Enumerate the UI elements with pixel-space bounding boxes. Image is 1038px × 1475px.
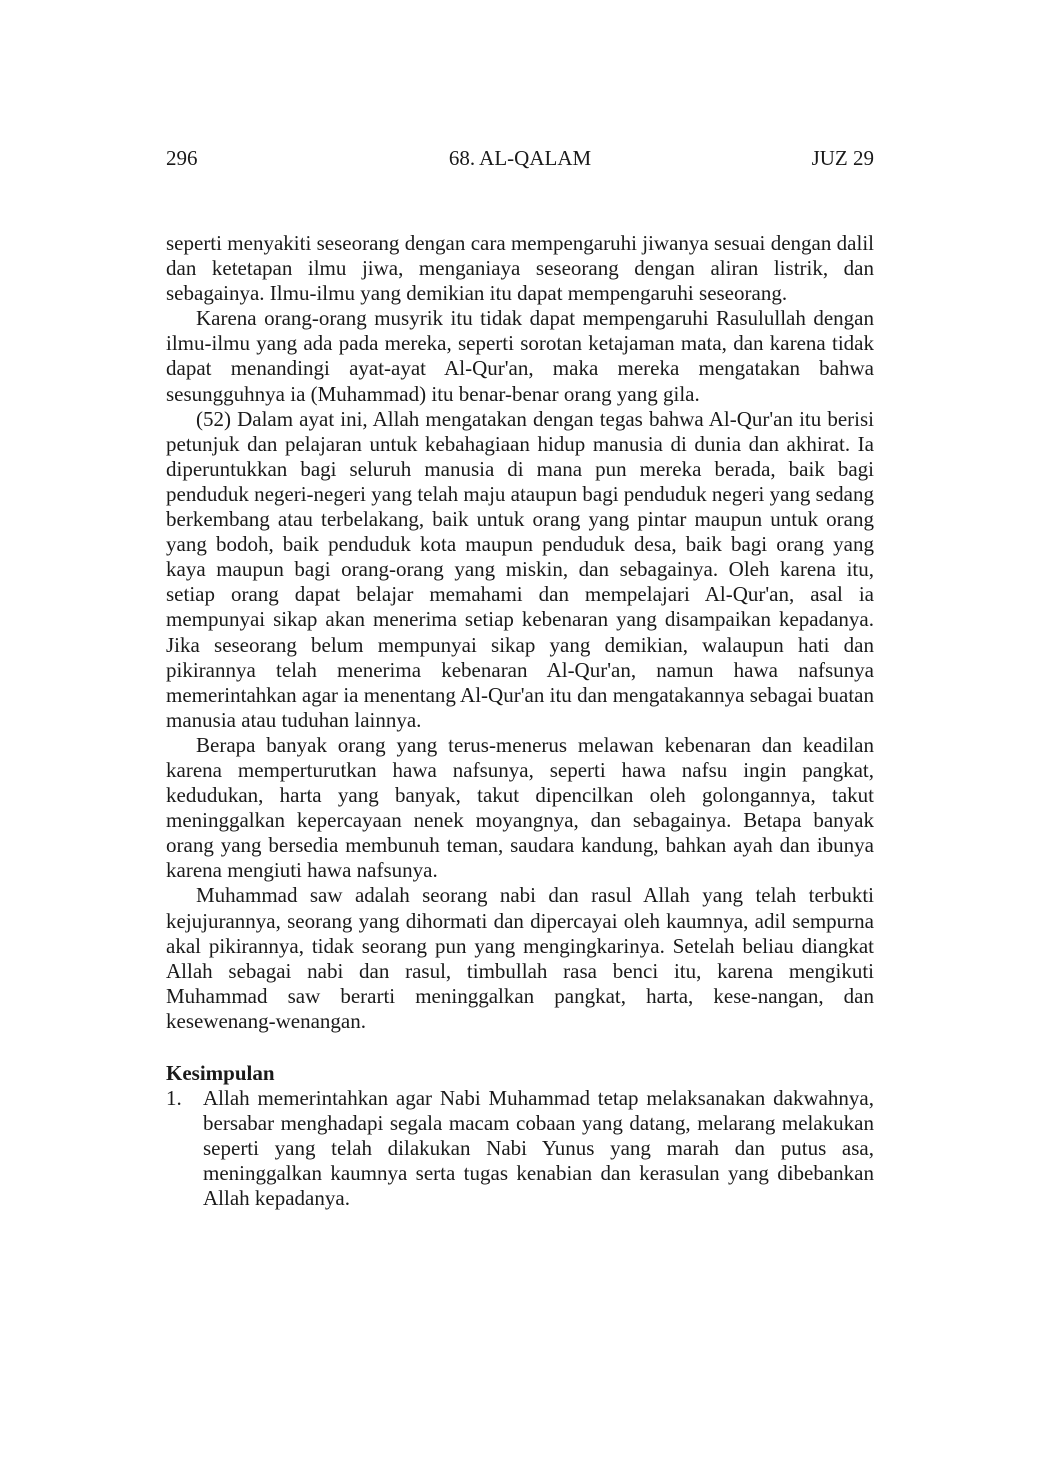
juz-label: JUZ 29 [811,146,874,170]
list-item [166,1086,874,1211]
paragraph: Berapa banyak orang yang terus-menerus melawan kebenaran dan keadilan karena memperturutkan hawa nafsunya, seperti hawa nafsu ingin pangkat, kedudukan, harta yang banyak, takut dipencilkan oleh golongannya, takut meninggalkan kepercayaan nenek moyangnya, dan sebagainya. Betapa banyak orang yang bersedia membunuh teman, saudara kandung, bahkan ayah dan ibunya karena mengiuti hawa nafsunya. [166,732,874,883]
list-item-number: 1. [166,1086,182,1111]
page-number: 296 [166,146,198,170]
list-item-text: Allah memerintahkan agar Nabi Muhammad tetap melaksanakan dakwahnya, bersabar menghadapi segala macam cobaan yang datang, melarang melakukan seperti yang telah dilakukan Nabi Yunus yang marah dan putus asa, meninggalkan kaumnya serta tugas kenabian dan kerasulan yang dibebankan Allah kepadanya. [203,1086,874,1211]
conclusion-list [166,1086,874,1211]
section-heading-kesimpulan: Kesimpulan [166,1061,275,1085]
body-text [166,231,874,1212]
chapter-title: 68. AL-QALAM [448,146,592,170]
book-page [166,140,874,1212]
paragraph-continuation: seperti menyakiti seseorang dengan cara mempengaruhi jiwanya sesuai dengan dalil dan ketetapan ilmu jiwa, menganiaya seseorang dengan aliran listrik, dan sebagainya. Ilmu-ilmu yang demikian itu dapat mempengaruhi seseorang. [166,231,874,306]
paragraph: Karena orang-orang musyrik itu tidak dapat mempengaruhi Rasulullah dengan ilmu-ilmu yang ada pada mereka, seperti sorotan ketajaman mata, dan karena tidak dapat menandingi ayat-ayat Al-Qur'an, maka mereka mengatakan bahwa sesungguhnya ia (Muhammad) itu benar-benar orang yang gila. [166,306,874,406]
paragraph: Muhammad saw adalah seorang nabi dan rasul Allah yang telah terbukti kejujurannya, seorang yang dihormati dan dipercayai oleh kaumnya, adil sempurna akal pikirannya, tidak seorang pun yang mengingkarinya. Setelah beliau diangkat Allah sebagai nabi dan rasul, timbullah rasa benci itu, karena mengikuti Muhammad saw berarti meninggalkan pangkat, harta, kese-nangan, dan kesewenang-wenangan. [166,883,874,1033]
running-header [166,140,874,176]
paragraph-verse-52: (52) Dalam ayat ini, Allah mengatakan dengan tegas bahwa Al-Qur'an itu berisi petunjuk dan pelajaran untuk kebahagiaan hidup manusia di dunia dan akhirat. Ia diperuntukkan bagi seluruh manusia di mana pun mereka berada, baik bagi penduduk negeri-negeri yang telah maju ataupun bagi penduduk negeri yang sedang berkembang atau terbelakang, baik untuk orang yang pintar maupun untuk orang yang bodoh, baik penduduk kota maupun penduduk desa, baik bagi orang yang kaya maupun bagi orang-orang yang miskin, dan sebagainya. Oleh karena itu, setiap orang dapat belajar memahami dan mempelajari Al-Qur'an, asal ia mempunyai sikap akan menerima setiap kebenaran yang disampaikan kepadanya. Jika seseorang belum mempunyai sikap yang demikian, walaupun hati dan pikirannya telah menerima kebenaran Al-Qur'an, namun hawa nafsunya memerintahkan agar ia menentang Al-Qur'an itu dan mengatakannya sebagai buatan manusia atau tuduhan lainnya. [166,406,874,732]
